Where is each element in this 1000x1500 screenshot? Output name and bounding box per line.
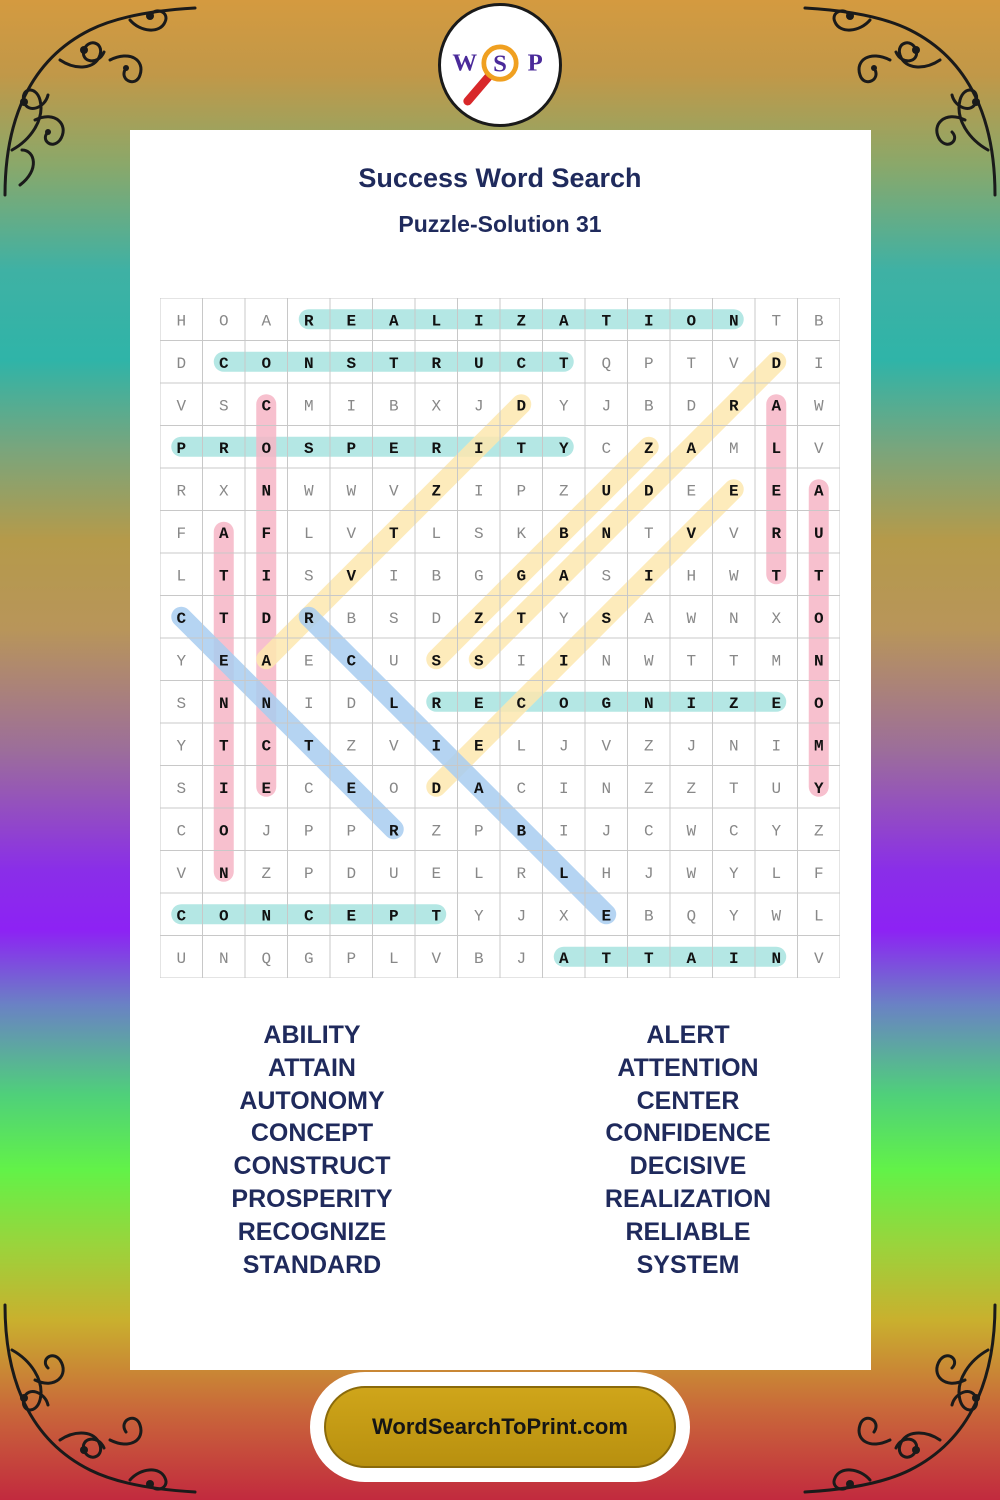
grid-cell-letter[interactable]: G (601, 694, 612, 713)
grid-cell-letter[interactable]: A (686, 949, 697, 968)
grid-cell-letter[interactable]: L (388, 949, 399, 968)
grid-cell-letter[interactable]: I (643, 567, 654, 586)
grid-cell-letter[interactable]: B (643, 397, 654, 416)
word-list-left (132, 1019, 492, 1281)
word-list-item: STANDARD (242, 1250, 382, 1279)
grid-cell-letter[interactable]: R (771, 524, 782, 543)
grid-cell-letter[interactable]: E (346, 779, 357, 798)
grid-cell-letter[interactable]: I (346, 397, 357, 416)
grid-cell-letter[interactable]: M (728, 439, 739, 458)
grid-cell-letter[interactable]: Z (728, 694, 739, 713)
grid-cell-letter[interactable]: L (473, 864, 484, 883)
grid-cell-letter[interactable]: D (176, 354, 187, 373)
grid-cell-letter[interactable]: P (388, 907, 399, 926)
word-list-item: DECISIVE (629, 1152, 747, 1181)
site-link-label: WordSearchToPrint.com (372, 1414, 628, 1439)
grid-cell-letter[interactable]: I (431, 737, 442, 756)
grid-cell-letter[interactable]: E (388, 439, 399, 458)
grid-cell-letter[interactable]: C (218, 354, 229, 373)
grid-cell-letter[interactable]: W (686, 822, 697, 841)
grid-cell-letter[interactable]: S (218, 397, 229, 416)
grid-cell-letter[interactable]: Y (558, 397, 569, 416)
word-list-item: ATTAIN (268, 1053, 356, 1082)
grid-cell-letter[interactable]: C (176, 822, 187, 841)
grid-cell-letter[interactable]: Y (728, 907, 739, 926)
grid-cell-letter[interactable]: O (558, 694, 569, 713)
grid-cell-letter[interactable]: T (728, 652, 739, 671)
grid-cell-letter[interactable]: P (346, 822, 357, 841)
grid-cell-letter[interactable]: O (388, 779, 399, 798)
grid-cell-letter[interactable]: A (813, 482, 824, 501)
logo-letter-p: P (527, 49, 543, 77)
grid-cell-letter[interactable]: V (813, 949, 824, 968)
grid-cell-letter[interactable]: E (346, 312, 357, 331)
grid-cell-letter[interactable]: S (346, 354, 357, 373)
grid-cell-letter[interactable]: V (686, 524, 697, 543)
grid-cell-letter[interactable]: I (813, 354, 824, 373)
grid-cell-letter[interactable]: V (176, 397, 187, 416)
grid-cell-letter[interactable]: A (558, 949, 569, 968)
grid-cell-letter[interactable]: N (728, 737, 739, 756)
grid-cell-letter[interactable]: D (643, 482, 654, 501)
grid-cell-letter[interactable]: Y (473, 907, 484, 926)
grid-cell-letter[interactable]: O (218, 822, 229, 841)
grid-cell-letter[interactable]: I (516, 652, 527, 671)
grid-cell-letter[interactable]: A (261, 312, 272, 331)
grid-cell-letter[interactable]: R (431, 694, 442, 713)
grid-cell-letter[interactable]: Z (643, 779, 654, 798)
grid-cell-letter[interactable]: H (601, 864, 612, 883)
wsp-logo[interactable] (438, 3, 562, 127)
grid-cell-letter[interactable]: F (176, 524, 187, 543)
grid-cell-letter[interactable]: N (728, 609, 739, 628)
grid-cell-letter[interactable]: P (473, 822, 484, 841)
word-list-item: CONFIDENCE (605, 1119, 771, 1148)
grid-cell-letter[interactable]: N (218, 694, 229, 713)
grid-cell-letter[interactable]: N (601, 652, 612, 671)
grid-cell-letter[interactable]: N (728, 312, 739, 331)
grid-cell-letter[interactable]: J (473, 397, 484, 416)
grid-cell-letter[interactable]: D (346, 694, 357, 713)
grid-cell-letter[interactable]: Z (686, 779, 697, 798)
grid-cell-letter[interactable]: V (346, 524, 357, 543)
grid-cell-letter[interactable]: N (303, 354, 314, 373)
grid-cell-letter[interactable]: L (303, 524, 314, 543)
grid-cell-letter[interactable]: A (261, 652, 272, 671)
grid-cell-letter[interactable]: A (558, 312, 569, 331)
grid-cell-letter[interactable]: D (771, 354, 782, 373)
grid-cell-letter[interactable]: D (431, 609, 442, 628)
grid-cell-letter[interactable]: J (261, 822, 272, 841)
grid-cell-letter[interactable]: W (686, 864, 697, 883)
grid-cell-letter[interactable]: S (176, 779, 187, 798)
grid-cell-letter[interactable]: V (388, 482, 399, 501)
grid-cell-letter[interactable]: Z (431, 822, 442, 841)
grid-cell-letter[interactable]: O (218, 312, 229, 331)
grid-cell-letter[interactable]: U (388, 864, 399, 883)
grid-cell-letter[interactable]: E (771, 482, 782, 501)
grid-cell-letter[interactable]: S (473, 652, 484, 671)
grid-cell-letter[interactable]: Y (813, 779, 824, 798)
word-list-item: ATTENTION (617, 1053, 759, 1082)
grid-cell-letter[interactable]: C (176, 907, 187, 926)
grid-cell-letter[interactable]: U (601, 482, 612, 501)
grid-cell-letter[interactable]: T (643, 949, 654, 968)
grid-cell-letter[interactable]: N (218, 949, 229, 968)
grid-cell-letter[interactable]: M (813, 737, 824, 756)
grid-cell-letter[interactable]: Z (643, 737, 654, 756)
grid-cell-letter[interactable]: L (431, 312, 442, 331)
grid-cell-letter[interactable]: Q (601, 354, 612, 373)
word-list-item: CONSTRUCT (233, 1152, 391, 1181)
grid-cell-letter[interactable]: T (516, 609, 527, 628)
grid-cell-letter[interactable]: J (516, 949, 527, 968)
grid-cell-letter[interactable]: J (601, 397, 612, 416)
word-list-item: PROSPERITY (231, 1184, 393, 1213)
grid-cell-letter[interactable]: C (601, 439, 612, 458)
grid-cell-letter[interactable]: L (813, 907, 824, 926)
grid-cell-letter[interactable]: G (473, 567, 484, 586)
grid-cell-letter[interactable]: E (728, 482, 739, 501)
grid-cell-letter[interactable]: T (218, 737, 229, 756)
grid-cell-letter[interactable]: E (261, 779, 272, 798)
grid-cell-letter[interactable]: W (303, 482, 314, 501)
grid-cell-letter[interactable]: L (558, 864, 569, 883)
grid-cell-letter[interactable]: E (218, 652, 229, 671)
grid-cell-letter[interactable]: F (261, 524, 272, 543)
grid-cell-letter[interactable]: Z (558, 482, 569, 501)
grid-cell-letter[interactable]: L (431, 524, 442, 543)
grid-cell-letter[interactable]: I (261, 567, 272, 586)
grid-cell-letter[interactable]: P (303, 822, 314, 841)
grid-cell-letter[interactable]: E (303, 652, 314, 671)
grid-cell-letter[interactable]: A (218, 524, 229, 543)
word-list-item: ALERT (646, 1021, 730, 1049)
grid-cell-letter[interactable]: Z (261, 864, 272, 883)
grid-cell-letter[interactable]: L (771, 864, 782, 883)
grid-cell-letter[interactable]: X (218, 482, 229, 501)
grid-cell-letter[interactable]: B (643, 907, 654, 926)
grid-cell-letter[interactable]: E (686, 482, 697, 501)
grid-cell-letter[interactable]: D (346, 864, 357, 883)
grid-cell-letter[interactable]: S (601, 609, 612, 628)
grid-cell-letter[interactable]: N (261, 694, 272, 713)
grid-cell-letter[interactable]: Z (643, 439, 654, 458)
grid-cell-letter[interactable]: Y (771, 822, 782, 841)
grid-cell-letter[interactable]: B (516, 822, 527, 841)
grid-cell-letter[interactable]: T (601, 949, 612, 968)
grid-cell-letter[interactable]: U (473, 354, 484, 373)
grid-cell-letter[interactable]: S (176, 694, 187, 713)
grid-cell-letter[interactable]: P (643, 354, 654, 373)
grid-cell-letter[interactable]: I (473, 482, 484, 501)
grid-cell-letter[interactable]: C (303, 907, 314, 926)
grid-cell-letter[interactable]: M (771, 652, 782, 671)
grid-cell-letter[interactable]: U (771, 779, 782, 798)
grid-cell-letter[interactable]: V (346, 567, 357, 586)
grid-cell-letter[interactable]: U (813, 524, 824, 543)
grid-cell-letter[interactable]: I (771, 737, 782, 756)
grid-cell-letter[interactable]: A (388, 312, 399, 331)
grid-cell-letter[interactable]: R (303, 609, 314, 628)
grid-cell-letter[interactable]: C (728, 822, 739, 841)
grid-cell-letter[interactable]: X (771, 609, 782, 628)
grid-cell-letter[interactable]: S (601, 567, 612, 586)
logo-letter-s: S (493, 50, 507, 78)
grid-cell-letter[interactable]: D (686, 397, 697, 416)
grid-cell-letter[interactable]: N (813, 652, 824, 671)
grid-cell-letter[interactable]: G (303, 949, 314, 968)
grid-cell-letter[interactable]: A (473, 779, 484, 798)
grid-cell-letter[interactable]: A (771, 397, 782, 416)
grid-cell-letter[interactable]: N (771, 949, 782, 968)
grid-cell-letter[interactable]: C (643, 822, 654, 841)
grid-cell-letter[interactable]: J (516, 907, 527, 926)
grid-cell-letter[interactable]: W (643, 652, 654, 671)
word-list-item: REALIZATION (604, 1184, 772, 1213)
magnifier-icon (441, 6, 559, 124)
word-list-item: ABILITY (263, 1021, 361, 1049)
grid-cell-letter[interactable]: E (431, 864, 442, 883)
grid-cell-letter[interactable]: T (388, 524, 399, 543)
grid-cell-letter[interactable]: A (643, 609, 654, 628)
grid-cell-letter[interactable]: L (388, 694, 399, 713)
grid-cell-letter[interactable]: T (728, 779, 739, 798)
grid-cell-letter[interactable]: T (218, 609, 229, 628)
grid-cell-letter[interactable]: V (388, 737, 399, 756)
grid-cell-letter[interactable]: N (218, 864, 229, 883)
grid-cell-letter[interactable]: N (261, 907, 272, 926)
grid-cell-letter[interactable]: R (431, 354, 442, 373)
grid-cell-letter[interactable]: B (346, 609, 357, 628)
grid-cell-letter[interactable]: R (218, 439, 229, 458)
word-list-item: SYSTEM (636, 1250, 740, 1279)
grid-cell-letter[interactable]: Y (558, 439, 569, 458)
grid-cell-letter[interactable]: N (601, 524, 612, 543)
grid-cell-letter[interactable]: I (218, 779, 229, 798)
grid-cell-letter[interactable]: E (473, 737, 484, 756)
grid-cell-letter[interactable]: Z (431, 482, 442, 501)
grid-cell-letter[interactable]: X (431, 397, 442, 416)
grid-cell-letter[interactable]: P (516, 482, 527, 501)
grid-cell-letter[interactable]: B (388, 397, 399, 416)
grid-cell-letter[interactable]: T (771, 567, 782, 586)
grid-cell-letter[interactable]: N (643, 694, 654, 713)
grid-cell-letter[interactable]: Z (346, 737, 357, 756)
grid-cell-letter[interactable]: T (686, 354, 697, 373)
grid-cell-letter[interactable]: A (686, 439, 697, 458)
grid-cell-letter[interactable]: W (346, 482, 357, 501)
grid-cell-letter[interactable]: I (558, 822, 569, 841)
grid-cell-letter[interactable]: C (261, 737, 272, 756)
grid-cell-letter[interactable]: C (346, 652, 357, 671)
grid-cell-letter[interactable]: V (728, 524, 739, 543)
grid-cell-letter[interactable]: X (558, 907, 569, 926)
grid-cell-letter[interactable]: N (261, 482, 272, 501)
grid-cell-letter[interactable]: I (388, 567, 399, 586)
grid-cell-letter[interactable]: P (346, 949, 357, 968)
grid-cell-letter[interactable]: T (601, 312, 612, 331)
grid-cell-letter[interactable]: R (431, 439, 442, 458)
grid-cell-letter[interactable]: Y (558, 609, 569, 628)
grid-cell-letter[interactable]: S (303, 567, 314, 586)
grid-cell-letter[interactable]: O (261, 439, 272, 458)
grid-cell-letter[interactable]: I (558, 779, 569, 798)
grid-cell-letter[interactable]: V (601, 737, 612, 756)
grid-cell-letter[interactable]: D (431, 779, 442, 798)
grid-cell-letter[interactable]: B (813, 312, 824, 331)
grid-cell-letter[interactable]: T (771, 312, 782, 331)
grid-cell-letter[interactable]: N (601, 779, 612, 798)
grid-cell-letter[interactable]: I (473, 312, 484, 331)
grid-cell-letter[interactable]: T (643, 524, 654, 543)
grid-cell-letter[interactable]: T (431, 907, 442, 926)
grid-cell-letter[interactable]: V (176, 864, 187, 883)
grid-cell-letter[interactable]: Y (176, 652, 187, 671)
grid-cell-letter[interactable]: I (558, 652, 569, 671)
grid-cell-letter[interactable]: T (218, 567, 229, 586)
grid-cell-letter[interactable]: W (771, 907, 782, 926)
grid-cell-letter[interactable]: V (728, 354, 739, 373)
grid-cell-letter[interactable]: E (601, 907, 612, 926)
grid-cell-letter[interactable]: K (516, 524, 527, 543)
grid-cell-letter[interactable]: W (686, 609, 697, 628)
word-search-grid[interactable] (160, 298, 840, 978)
grid-cell-letter[interactable]: V (813, 439, 824, 458)
grid-cell-letter[interactable]: O (261, 354, 272, 373)
grid-cell-letter[interactable]: H (176, 312, 187, 331)
site-link-button[interactable] (324, 1386, 676, 1468)
grid-cell-letter[interactable]: S (431, 652, 442, 671)
grid-cell-letter[interactable]: D (261, 609, 272, 628)
grid-cell-letter[interactable]: U (176, 949, 187, 968)
grid-cell-letter[interactable]: L (176, 567, 187, 586)
grid-cell-letter[interactable]: Q (261, 949, 272, 968)
grid-cell-letter[interactable]: Y (176, 737, 187, 756)
grid-cell-letter[interactable]: G (516, 567, 527, 586)
grid-cell-letter[interactable]: M (303, 397, 314, 416)
grid-cell-letter[interactable]: A (558, 567, 569, 586)
grid-cell-letter[interactable]: U (388, 652, 399, 671)
grid-cell-letter[interactable]: T (388, 354, 399, 373)
grid-cell-letter[interactable]: E (771, 694, 782, 713)
page-subtitle: Puzzle-Solution 31 (398, 211, 602, 237)
grid-cell-letter[interactable]: Q (686, 907, 697, 926)
grid-cell-letter[interactable]: O (686, 312, 697, 331)
grid-cell-letter[interactable]: H (686, 567, 697, 586)
grid-cell-letter[interactable]: I (473, 439, 484, 458)
grid-cell-letter[interactable]: P (176, 439, 187, 458)
grid-cell-letter[interactable]: T (303, 737, 314, 756)
word-list-item: CONCEPT (250, 1119, 374, 1148)
grid-cell-letter[interactable]: Z (473, 609, 484, 628)
grid-cell-letter[interactable]: S (303, 439, 314, 458)
grid-cell-letter[interactable]: R (388, 822, 399, 841)
grid-cell-letter[interactable]: R (516, 864, 527, 883)
word-list-item: RELIABLE (625, 1217, 751, 1246)
word-list-right (508, 1019, 868, 1281)
grid-cell-letter[interactable]: P (346, 439, 357, 458)
grid-cell-letter[interactable]: J (686, 737, 697, 756)
grid-cell-letter[interactable]: E (346, 907, 357, 926)
grid-cell-letter[interactable]: F (813, 864, 824, 883)
grid-cell-letter[interactable]: I (303, 694, 314, 713)
grid-cell-letter[interactable]: O (813, 694, 824, 713)
grid-cell-letter[interactable]: S (473, 524, 484, 543)
grid-cell-letter[interactable]: R (303, 312, 314, 331)
grid-cell-letter[interactable]: Z (813, 822, 824, 841)
word-list-item: RECOGNIZE (237, 1217, 387, 1246)
grid-cell-letter[interactable]: T (686, 652, 697, 671)
grid-cell-letter[interactable]: L (771, 439, 782, 458)
grid-cell-letter[interactable]: J (558, 737, 569, 756)
grid-cell-letter[interactable]: R (176, 482, 187, 501)
grid-cell-letter[interactable]: C (516, 354, 527, 373)
grid-cell-letter[interactable]: C (261, 397, 272, 416)
grid-cell-letter[interactable]: V (431, 949, 442, 968)
word-list-item: CENTER (636, 1086, 740, 1115)
grid-cell-letter[interactable]: T (516, 439, 527, 458)
grid-cell-letter[interactable]: E (473, 694, 484, 713)
page-title: Success Word Search (358, 163, 642, 193)
grid-cell-letter[interactable]: B (431, 567, 442, 586)
grid-cell-letter[interactable]: C (176, 609, 187, 628)
grid-cell-letter[interactable]: J (601, 822, 612, 841)
grid-cell-letter[interactable]: L (516, 737, 527, 756)
grid-cell-letter[interactable]: I (728, 949, 739, 968)
grid-cell-letter[interactable]: B (558, 524, 569, 543)
grid-cell-letter[interactable]: W (728, 567, 739, 586)
grid-cell-letter[interactable]: S (388, 609, 399, 628)
grid-cell-letter[interactable]: D (516, 397, 527, 416)
grid-cell-letter[interactable]: O (813, 609, 824, 628)
grid-cell-letter[interactable]: J (643, 864, 654, 883)
word-list-item: AUTONOMY (239, 1086, 385, 1115)
grid-cell-letter[interactable]: C (516, 779, 527, 798)
grid-cell-letter[interactable]: W (813, 397, 824, 416)
grid-cell-letter[interactable]: T (558, 354, 569, 373)
grid-cell-letter[interactable]: I (686, 694, 697, 713)
grid-cell-letter[interactable]: R (728, 397, 739, 416)
grid-cell-letter[interactable]: C (516, 694, 527, 713)
grid-cell-letter[interactable]: Z (516, 312, 527, 331)
grid-cell-letter[interactable]: T (813, 567, 824, 586)
grid-cell-letter[interactable]: I (643, 312, 654, 331)
grid-cell-letter[interactable]: P (303, 864, 314, 883)
logo-letter-w: W (452, 49, 478, 77)
grid-cell-letter[interactable]: O (218, 907, 229, 926)
grid-cell-letter[interactable]: C (303, 779, 314, 798)
grid-cell-letter[interactable]: B (473, 949, 484, 968)
grid-cell-letter[interactable]: Y (728, 864, 739, 883)
